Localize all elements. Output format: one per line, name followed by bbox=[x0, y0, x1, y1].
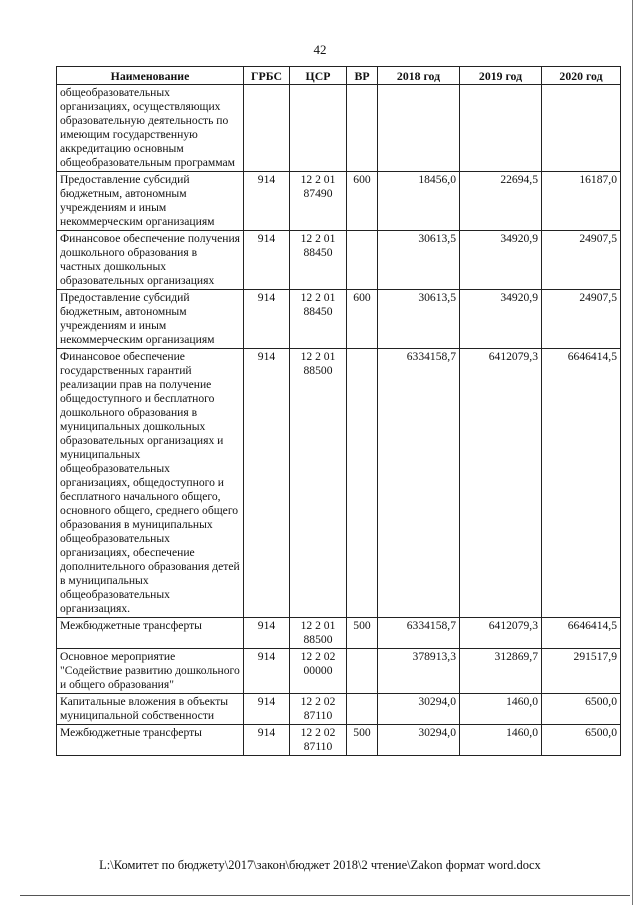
file-path-footer: L:\Комитет по бюджету\2017\закон\бюджет 2018\2 чтение\Zakon формат word.docx bbox=[99, 858, 541, 872]
bottom-rule bbox=[20, 895, 630, 896]
header-vr: ВР bbox=[347, 67, 378, 85]
cell-2019 bbox=[460, 85, 542, 172]
right-rule bbox=[632, 0, 633, 905]
cell-grbs bbox=[244, 85, 290, 172]
cell-name: общеобразовательных организациях, осуществляющих образовательную деятельность по имеющим государственную аккредитацию основным общеобразовательным программам bbox=[57, 85, 244, 172]
cell-2020: 291517,9 bbox=[542, 649, 621, 694]
table-row bbox=[57, 649, 621, 694]
cell-name: Финансовое обеспечение получения дошкольного образования в частных дошкольных образовательных организациях bbox=[57, 231, 244, 290]
table-row bbox=[57, 349, 621, 618]
cell-csr: 12 2 01 88500 bbox=[290, 349, 347, 618]
cell-name: Финансовое обеспечение государственных гарантий реализации прав на получение общедоступного и бесплатного дошкольного образования в муниципальных дошкольных образовательных организациях и муниципальных общеобразовательных организациях, общедоступного и бесплатного начального общего, основного общего, среднего общего образования в муниципальных общеобразовательных организациях, обеспечение дополнительного образования детей в муниципальных общеобразовательных организациях. bbox=[57, 349, 244, 618]
cell-grbs: 914 bbox=[244, 725, 290, 756]
cell-grbs: 914 bbox=[244, 618, 290, 649]
cell-2019: 6412079,3 bbox=[460, 618, 542, 649]
cell-2019: 1460,0 bbox=[460, 725, 542, 756]
table-row bbox=[57, 172, 621, 231]
cell-grbs: 914 bbox=[244, 349, 290, 618]
cell-vr bbox=[347, 694, 378, 725]
cell-grbs: 914 bbox=[244, 172, 290, 231]
cell-csr: 12 2 02 87110 bbox=[290, 694, 347, 725]
page-number: 42 bbox=[313, 42, 327, 57]
cell-2019: 22694,5 bbox=[460, 172, 542, 231]
cell-2020 bbox=[542, 85, 621, 172]
budget-table bbox=[56, 66, 621, 756]
cell-2018: 6334158,7 bbox=[378, 618, 460, 649]
cell-csr: 12 2 01 87490 bbox=[290, 172, 347, 231]
cell-2020: 24907,5 bbox=[542, 231, 621, 290]
cell-name: Предоставление субсидий бюджетным, автономным учреждениям и иным некоммерческим организациям bbox=[57, 290, 244, 349]
cell-vr bbox=[347, 231, 378, 290]
table-row bbox=[57, 618, 621, 649]
table-body bbox=[57, 85, 621, 756]
header-2020: 2020 год bbox=[542, 67, 621, 85]
cell-2020: 16187,0 bbox=[542, 172, 621, 231]
cell-2019: 1460,0 bbox=[460, 694, 542, 725]
cell-csr: 12 2 02 00000 bbox=[290, 649, 347, 694]
header-2019: 2019 год bbox=[460, 67, 542, 85]
cell-csr: 12 2 02 87110 bbox=[290, 725, 347, 756]
cell-csr: 12 2 01 88500 bbox=[290, 618, 347, 649]
cell-2018: 18456,0 bbox=[378, 172, 460, 231]
cell-csr: 12 2 01 88450 bbox=[290, 290, 347, 349]
cell-name: Капитальные вложения в объекты муниципальной собственности bbox=[57, 694, 244, 725]
cell-name: Предоставление субсидий бюджетным, автономным учреждениям и иным некоммерческим организациям bbox=[57, 172, 244, 231]
table-row bbox=[57, 725, 621, 756]
cell-csr bbox=[290, 85, 347, 172]
cell-2020: 6646414,5 bbox=[542, 618, 621, 649]
cell-2019: 312869,7 bbox=[460, 649, 542, 694]
cell-csr: 12 2 01 88450 bbox=[290, 231, 347, 290]
table-row bbox=[57, 694, 621, 725]
cell-vr bbox=[347, 349, 378, 618]
cell-2018: 378913,3 bbox=[378, 649, 460, 694]
cell-vr: 600 bbox=[347, 290, 378, 349]
cell-grbs: 914 bbox=[244, 649, 290, 694]
cell-2018: 30294,0 bbox=[378, 694, 460, 725]
cell-2018 bbox=[378, 85, 460, 172]
cell-vr: 600 bbox=[347, 172, 378, 231]
cell-grbs: 914 bbox=[244, 231, 290, 290]
cell-grbs: 914 bbox=[244, 290, 290, 349]
header-csr: ЦСР bbox=[290, 67, 347, 85]
header-grbs: ГРБС bbox=[244, 67, 290, 85]
cell-name: Межбюджетные трансферты bbox=[57, 725, 244, 756]
cell-2020: 6646414,5 bbox=[542, 349, 621, 618]
cell-grbs: 914 bbox=[244, 694, 290, 725]
cell-vr: 500 bbox=[347, 725, 378, 756]
cell-vr bbox=[347, 85, 378, 172]
cell-2018: 30613,5 bbox=[378, 290, 460, 349]
cell-vr bbox=[347, 649, 378, 694]
cell-2019: 34920,9 bbox=[460, 231, 542, 290]
header-2018: 2018 год bbox=[378, 67, 460, 85]
cell-2020: 6500,0 bbox=[542, 725, 621, 756]
table-row bbox=[57, 85, 621, 172]
table-header-row bbox=[57, 67, 621, 85]
cell-name: Основное мероприятие "Содействие развитию дошкольного и общего образования" bbox=[57, 649, 244, 694]
cell-name: Межбюджетные трансферты bbox=[57, 618, 244, 649]
cell-2019: 6412079,3 bbox=[460, 349, 542, 618]
header-name: Наименование bbox=[57, 67, 244, 85]
cell-2019: 34920,9 bbox=[460, 290, 542, 349]
cell-2018: 6334158,7 bbox=[378, 349, 460, 618]
cell-2020: 24907,5 bbox=[542, 290, 621, 349]
cell-2018: 30613,5 bbox=[378, 231, 460, 290]
cell-vr: 500 bbox=[347, 618, 378, 649]
cell-2018: 30294,0 bbox=[378, 725, 460, 756]
table-row bbox=[57, 231, 621, 290]
cell-2020: 6500,0 bbox=[542, 694, 621, 725]
table-row bbox=[57, 290, 621, 349]
